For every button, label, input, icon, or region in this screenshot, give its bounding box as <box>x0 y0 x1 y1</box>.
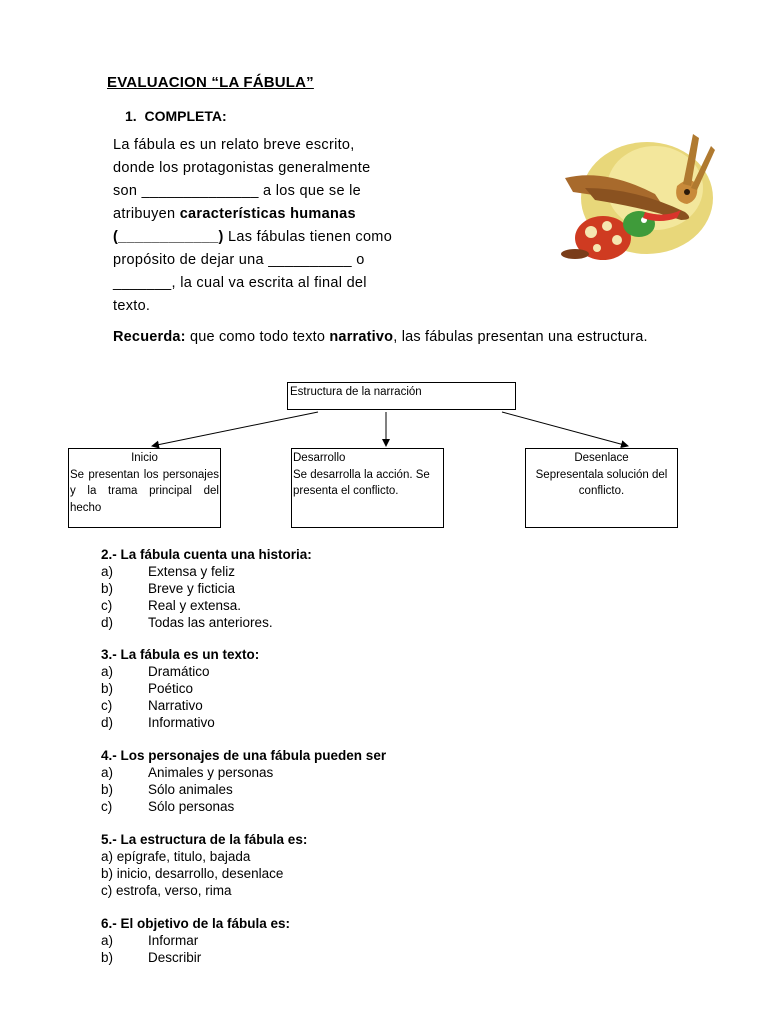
arrow-to-inicio <box>152 412 318 446</box>
option-text: Animales y personas <box>148 765 274 780</box>
paragraph-line: propósito de dejar una __________ o <box>113 252 365 268</box>
option-letter: c) <box>101 799 113 814</box>
answer-option[interactable] <box>101 597 312 614</box>
option-text: Informativo <box>148 715 215 730</box>
option-text: Real y extensa. <box>148 598 242 613</box>
diagram-inicio-box <box>68 448 221 528</box>
option-text: Describir <box>148 950 202 965</box>
option-letter: c) <box>101 598 113 613</box>
question-title: 3.- La fábula es un texto: <box>101 647 260 662</box>
diagram-top-box <box>287 382 516 410</box>
diagram-desenlace-box <box>525 448 678 528</box>
option-text: Dramático <box>148 664 210 679</box>
inicio-body: Se presentan los personajes y la trama principal del hecho <box>70 468 219 514</box>
answer-option[interactable]: c) estrofa, verso, rima <box>101 883 232 898</box>
option-letter: a) <box>101 564 114 579</box>
option-text: Breve y ficticia <box>148 581 236 596</box>
paragraph-line: donde los protagonistas generalmente <box>113 160 371 176</box>
paragraph-text: Las fábulas tienen como <box>223 229 393 245</box>
desenlace-title: Desenlace <box>574 452 629 464</box>
option-letter: b) <box>101 581 114 596</box>
paragraph-blank: (____________) <box>113 229 224 245</box>
option-text: Poético <box>148 681 194 696</box>
answer-option[interactable] <box>101 798 386 815</box>
section-1-number: 1. <box>125 108 137 124</box>
arrow-to-desenlace <box>502 412 628 446</box>
option-text: Sólo personas <box>148 799 235 814</box>
inicio-title: Inicio <box>131 452 158 464</box>
answer-option[interactable] <box>101 932 290 949</box>
answer-option[interactable] <box>101 697 259 714</box>
option-letter: d) <box>101 715 114 730</box>
option-text: Narrativo <box>148 698 203 713</box>
option-text: Todas las anteriores. <box>148 615 273 630</box>
paragraph-text: atribuyen <box>113 206 180 222</box>
question-4 <box>101 747 386 815</box>
option-text: Sólo animales <box>148 782 233 797</box>
section-1-label: COMPLETA: <box>144 108 227 124</box>
paragraph-bold-text: características humanas <box>179 206 356 222</box>
recuerda-bold: narrativo <box>329 329 394 345</box>
diagram-desarrollo-box <box>291 448 444 528</box>
option-letter: a) <box>101 765 114 780</box>
option-letter: a) <box>101 933 114 948</box>
recuerda-text: que como todo texto <box>185 329 330 345</box>
paragraph-line: son ______________ a los que se le <box>113 183 362 199</box>
page-title: EVALUACION “LA FÁBULA” <box>107 74 314 91</box>
recuerda-text-end: , las fábulas presentan una estructura. <box>393 329 648 345</box>
question-3 <box>101 646 259 731</box>
answer-option[interactable] <box>101 680 259 697</box>
paragraph-line: La fábula es un relato breve escrito, <box>113 137 355 153</box>
question-title: 4.- Los personajes de una fábula pueden ser <box>101 748 387 763</box>
question-6 <box>101 915 290 966</box>
question-title: 6.- El objetivo de la fábula es: <box>101 916 291 931</box>
option-letter: b) <box>101 950 114 965</box>
answer-option[interactable] <box>101 663 259 680</box>
option-letter: b) <box>101 681 114 696</box>
question-title: 2.- La fábula cuenta una historia: <box>101 547 312 562</box>
option-letter: c) <box>101 698 113 713</box>
diagram-top-label: Estructura de la narración <box>290 386 422 398</box>
answer-option[interactable] <box>101 781 386 798</box>
recuerda-label: Recuerda: <box>113 329 186 345</box>
answer-option[interactable] <box>101 714 259 731</box>
question-title: 5.- La estructura de la fábula es: <box>101 832 308 847</box>
paragraph-line: _______, la cual va escrita al final del <box>113 275 367 291</box>
desenlace-body: Sepresentala solución del conflicto. <box>535 468 668 497</box>
answer-option[interactable] <box>101 949 290 966</box>
answer-option[interactable] <box>101 614 312 631</box>
option-text: Extensa y feliz <box>148 564 236 579</box>
option-letter: b) <box>101 782 114 797</box>
option-text: Informar <box>148 933 199 948</box>
desarrollo-title: Desarrollo <box>293 452 346 464</box>
answer-option[interactable]: a) epígrafe, titulo, bajada <box>101 849 251 864</box>
answer-option[interactable]: b) inicio, desarrollo, desenlace <box>101 866 284 881</box>
option-letter: a) <box>101 664 114 679</box>
desarrollo-body: Se desarrolla la acción. Se presenta el conflicto. <box>293 468 430 497</box>
answer-option[interactable] <box>101 563 312 580</box>
question-2 <box>101 546 312 631</box>
answer-option[interactable] <box>101 580 312 597</box>
question-5 <box>101 831 307 899</box>
answer-option[interactable] <box>101 764 386 781</box>
option-letter: d) <box>101 615 114 630</box>
paragraph-line: texto. <box>113 298 151 314</box>
